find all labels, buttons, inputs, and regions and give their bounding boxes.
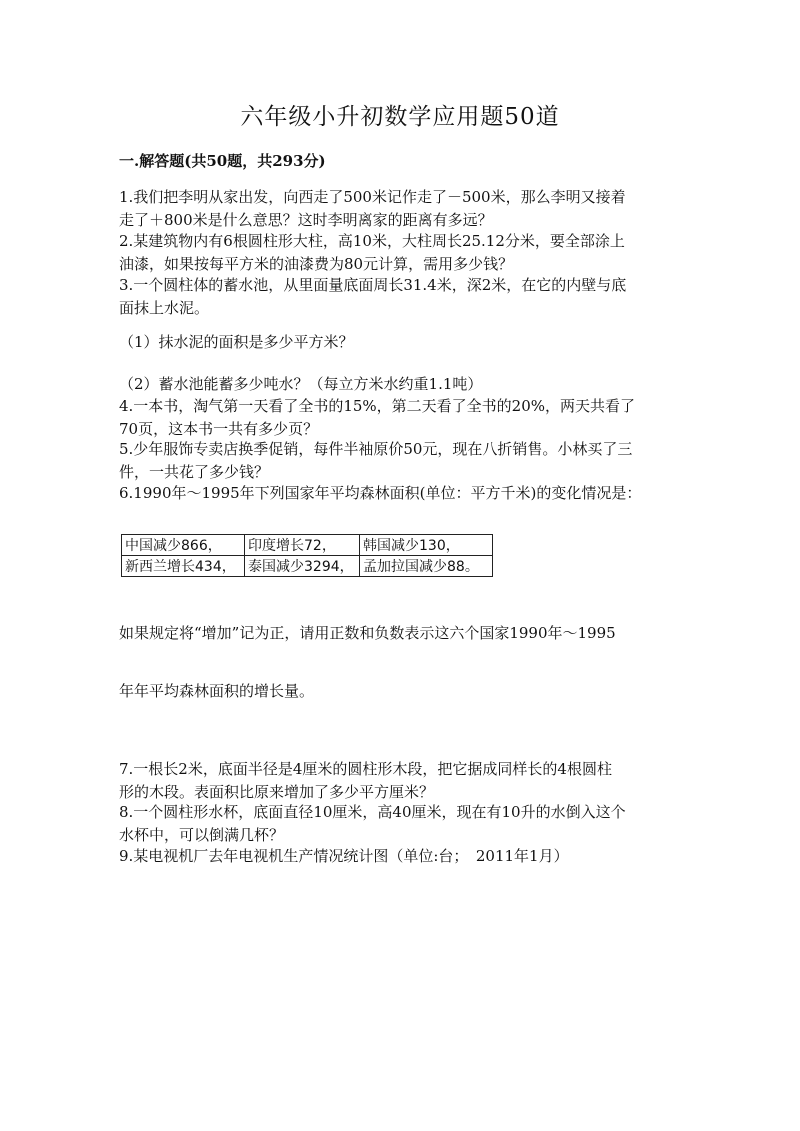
question-6-follow-2: 年年平均森林面积的增长量。 xyxy=(119,682,315,700)
question-3-line-1: 3.一个圆柱体的蓄水池，从里面量底面周长31.4米，深2米，在它的内壁与底 xyxy=(119,276,627,294)
table-cell: 孟加拉国减少88。 xyxy=(360,556,493,577)
question-3-line-2: 面抹上水泥。 xyxy=(119,299,210,317)
question-8-line-1: 8.一个圆柱形水杯，底面直径10厘米，高40厘米，现在有10升的水倒入这个 xyxy=(119,803,626,821)
forest-change-table xyxy=(121,534,493,577)
section-heading: 一.解答题(共50题，共293分) xyxy=(119,152,326,170)
question-1-line-1: 1.我们把李明从家出发，向西走了500米记作走了－500米，那么李明又接着 xyxy=(119,188,626,206)
question-5-line-1: 5.少年服饰专卖店换季促销，每件半袖原价50元，现在八折销售。小林买了三 xyxy=(119,440,633,458)
question-2 xyxy=(119,230,689,276)
question-8-line-2: 水杯中，可以倒满几杯？ xyxy=(119,826,285,844)
question-1-line-2: 走了＋800米是什么意思？这时李明离家的距离有多远？ xyxy=(119,211,493,229)
question-2-line-2: 油漆，如果按每平方米的油漆费为80元计算，需用多少钱？ xyxy=(119,255,514,273)
table-row xyxy=(122,556,493,577)
question-1 xyxy=(119,186,689,232)
table-cell: 泰国减少3294， xyxy=(245,556,360,577)
question-4-line-1: 4.一本书，淘气第一天看了全书的15%，第二天看了全书的20%，两天共看了 xyxy=(119,397,635,415)
question-7-line-1: 7.一根长2米，底面半径是4厘米的圆柱形木段，把它据成同样长的4根圆柱 xyxy=(119,760,612,778)
question-2-line-1: 2.某建筑物内有6根圆柱形大柱，高10米，大柱周长25.12分米，要全部涂上 xyxy=(119,232,625,250)
question-7-line-2: 形的木段。表面积比原来增加了多少平方厘米？ xyxy=(119,783,435,801)
question-3-sub-2: （2）蓄水池能蓄多少吨水？（每立方米水约重1.1吨） xyxy=(119,375,483,393)
question-7 xyxy=(119,758,689,804)
table-cell: 印度增长72， xyxy=(245,535,360,556)
question-3-sub-1: （1）抹水泥的面积是多少平方米？ xyxy=(119,333,354,351)
question-3 xyxy=(119,274,689,320)
table-cell: 新西兰增长434， xyxy=(122,556,245,577)
table-cell: 韩国减少130， xyxy=(360,535,493,556)
question-6-line-1: 6.1990年～1995年下列国家年平均森林面积(单位：平方千米)的变化情况是： xyxy=(119,484,642,502)
question-6-follow-1: 如果规定将“增加”记为正，请用正数和负数表示这六个国家1990年～1995 xyxy=(119,624,616,642)
question-5-line-2: 件，一共花了多少钱？ xyxy=(119,463,270,481)
table-cell: 中国减少866， xyxy=(122,535,245,556)
question-4 xyxy=(119,395,689,441)
question-5 xyxy=(119,438,689,484)
question-8 xyxy=(119,801,689,847)
question-4-line-2: 70页，这本书一共有多少页？ xyxy=(119,420,319,438)
page-title: 六年级小升初数学应用题50道 xyxy=(240,104,560,130)
table-row xyxy=(122,535,493,556)
question-9-line-1: 9.某电视机厂去年电视机生产情况统计图（单位:台； 2011年1月） xyxy=(119,847,569,865)
